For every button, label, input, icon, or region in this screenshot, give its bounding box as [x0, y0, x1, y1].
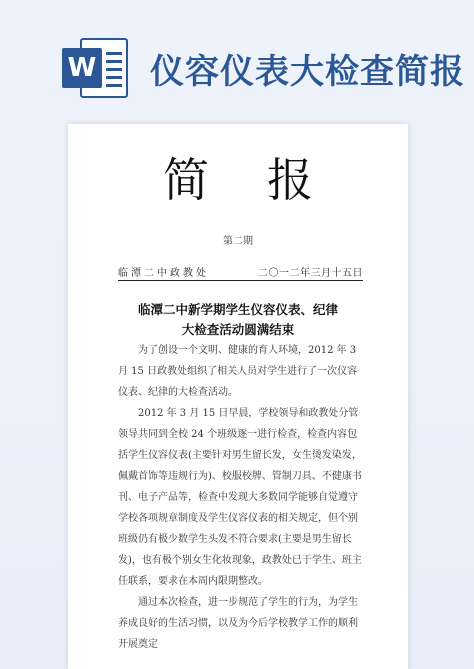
word-document-icon	[62, 38, 130, 98]
headline-line-1: 临潭二中新学期学生仪容仪表、纪律	[137, 302, 338, 317]
document-body	[118, 340, 363, 655]
issue-number: 第二期	[223, 236, 253, 247]
document-page	[68, 124, 408, 669]
paragraph: 为了创设一个文明、健康的育人环境，2012 年 3 月 15 日政教处组织了相关人员对学生进行了一次仪容仪表、纪律的大检查活动。	[118, 345, 358, 398]
banner-title: 仪容仪表大检查简报	[150, 52, 465, 92]
issue-date: 二〇一二年三月十五日	[258, 268, 363, 279]
issuer-name: 临潭二中政教处	[118, 268, 209, 279]
headline-line-2: 大检查活动圆满结束	[181, 322, 295, 337]
banner	[0, 0, 474, 110]
document-title: 简报	[163, 153, 371, 207]
issuer-row	[118, 264, 363, 281]
headline	[68, 300, 408, 340]
paragraph: 通过本次检查，进一步规范了学生的行为，为学生养成良好的生活习惯，以及为今后学校教学工作的顺利开展奠定	[118, 597, 358, 650]
paragraph: 2012 年 3 月 15 日早晨，学校领导和政教处分管领导共同到全校 24 个班级逐一进行检查，检查内容包括学生仪容仪表(主要针对男生留长发，女生烫发染发，佩戴首饰等违规行为)、校服校牌、管制刀具、不健康书刊、电子产品等，检查中发现大多数同学能够自觉遵守学校各项规章制度及学生仪容仪表的相关规定，但个别班级仍有极少数学生头发不符合要求(主要是男生留长发)，也有极个别女生化妆现象，政教处已于学生、班主任联系，要求在本周内限期整改。	[118, 408, 362, 587]
word-icon-letter: W	[62, 48, 102, 88]
